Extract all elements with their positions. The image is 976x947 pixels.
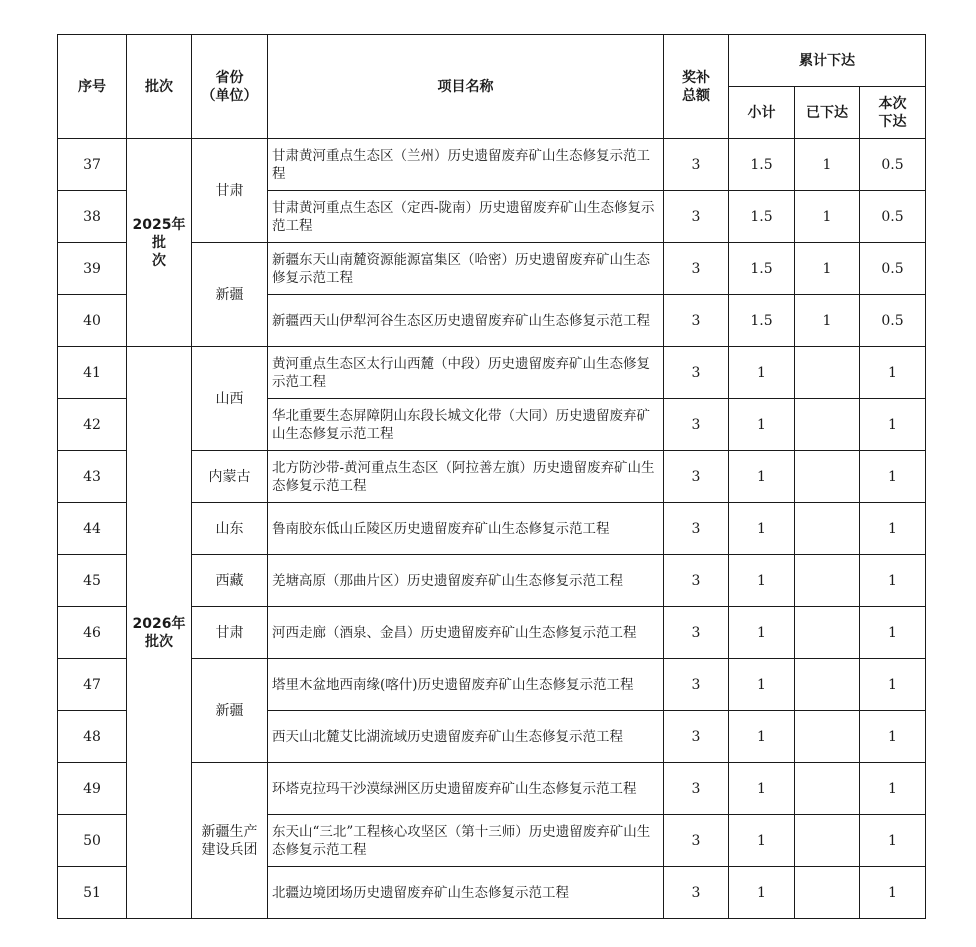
subtotal-cell: 1 (729, 555, 795, 607)
total-cell: 3 (664, 607, 729, 659)
total-cell: 3 (664, 295, 729, 347)
issued-cell (795, 607, 860, 659)
current-cell: 0.5 (860, 243, 926, 295)
funding-table (57, 34, 926, 919)
project-name-cell: 甘肃黄河重点生态区（定西-陇南）历史遗留废弃矿山生态修复示范工程 (268, 191, 664, 243)
project-name-cell: 东天山“三北”工程核心攻坚区（第十三师）历史遗留废弃矿山生态修复示范工程 (268, 815, 664, 867)
project-name-cell: 环塔克拉玛干沙漠绿洲区历史遗留废弃矿山生态修复示范工程 (268, 763, 664, 815)
seq-cell: 45 (58, 555, 127, 607)
subtotal-cell: 1 (729, 763, 795, 815)
total-cell: 3 (664, 711, 729, 763)
issued-cell: 1 (795, 295, 860, 347)
total-cell: 3 (664, 555, 729, 607)
header-total: 奖补 总额 (664, 35, 729, 139)
issued-cell (795, 347, 860, 399)
seq-cell: 51 (58, 867, 127, 919)
seq-cell: 48 (58, 711, 127, 763)
issued-cell (795, 399, 860, 451)
total-cell: 3 (664, 503, 729, 555)
issued-cell: 1 (795, 139, 860, 191)
project-name-cell: 新疆东天山南麓资源能源富集区（哈密）历史遗留废弃矿山生态修复示范工程 (268, 243, 664, 295)
batch-cell: 2025年批 次 (127, 139, 192, 347)
province-cell: 新疆 (192, 659, 268, 763)
project-name-cell: 鲁南胶东低山丘陵区历史遗留废弃矿山生态修复示范工程 (268, 503, 664, 555)
header-subtotal: 小计 (729, 87, 795, 139)
current-cell: 1 (860, 867, 926, 919)
subtotal-cell: 1 (729, 867, 795, 919)
issued-cell (795, 555, 860, 607)
header-issued: 已下达 (795, 87, 860, 139)
header-current: 本次 下达 (860, 87, 926, 139)
issued-cell: 1 (795, 243, 860, 295)
subtotal-cell: 1 (729, 815, 795, 867)
total-cell: 3 (664, 451, 729, 503)
seq-cell: 37 (58, 139, 127, 191)
issued-cell (795, 711, 860, 763)
subtotal-cell: 1 (729, 607, 795, 659)
subtotal-cell: 1.5 (729, 243, 795, 295)
province-cell: 新疆生产 建设兵团 (192, 763, 268, 919)
header-seq: 序号 (58, 35, 127, 139)
header-province: 省份 （单位） (192, 35, 268, 139)
header-batch: 批次 (127, 35, 192, 139)
current-cell: 1 (860, 815, 926, 867)
project-name-cell: 河西走廊（酒泉、金昌）历史遗留废弃矿山生态修复示范工程 (268, 607, 664, 659)
current-cell: 1 (860, 451, 926, 503)
seq-cell: 38 (58, 191, 127, 243)
issued-cell: 1 (795, 191, 860, 243)
issued-cell (795, 867, 860, 919)
subtotal-cell: 1 (729, 711, 795, 763)
batch-cell: 2026年 批次 (127, 347, 192, 919)
province-cell: 山西 (192, 347, 268, 451)
project-name-cell: 北方防沙带-黄河重点生态区（阿拉善左旗）历史遗留废弃矿山生态修复示范工程 (268, 451, 664, 503)
project-name-cell: 北疆边境团场历史遗留废弃矿山生态修复示范工程 (268, 867, 664, 919)
current-cell: 1 (860, 503, 926, 555)
issued-cell (795, 763, 860, 815)
subtotal-cell: 1 (729, 503, 795, 555)
seq-cell: 46 (58, 607, 127, 659)
subtotal-cell: 1 (729, 399, 795, 451)
province-cell: 甘肃 (192, 607, 268, 659)
header-cumulative: 累计下达 (729, 35, 926, 87)
province-cell: 内蒙古 (192, 451, 268, 503)
seq-cell: 47 (58, 659, 127, 711)
project-name-cell: 西天山北麓艾比湖流域历史遗留废弃矿山生态修复示范工程 (268, 711, 664, 763)
current-cell: 0.5 (860, 191, 926, 243)
seq-cell: 44 (58, 503, 127, 555)
total-cell: 3 (664, 191, 729, 243)
project-name-cell: 羌塘高原（那曲片区）历史遗留废弃矿山生态修复示范工程 (268, 555, 664, 607)
seq-cell: 42 (58, 399, 127, 451)
current-cell: 0.5 (860, 139, 926, 191)
issued-cell (795, 451, 860, 503)
current-cell: 1 (860, 659, 926, 711)
total-cell: 3 (664, 763, 729, 815)
total-cell: 3 (664, 139, 729, 191)
project-name-cell: 甘肃黄河重点生态区（兰州）历史遗留废弃矿山生态修复示范工程 (268, 139, 664, 191)
project-name-cell: 新疆西天山伊犁河谷生态区历史遗留废弃矿山生态修复示范工程 (268, 295, 664, 347)
subtotal-cell: 1.5 (729, 191, 795, 243)
current-cell: 1 (860, 347, 926, 399)
current-cell: 0.5 (860, 295, 926, 347)
total-cell: 3 (664, 399, 729, 451)
total-cell: 3 (664, 243, 729, 295)
province-cell: 山东 (192, 503, 268, 555)
subtotal-cell: 1 (729, 659, 795, 711)
total-cell: 3 (664, 347, 729, 399)
project-name-cell: 塔里木盆地西南缘(喀什)历史遗留废弃矿山生态修复示范工程 (268, 659, 664, 711)
current-cell: 1 (860, 555, 926, 607)
total-cell: 3 (664, 659, 729, 711)
table-row (58, 139, 926, 191)
project-name-cell: 黄河重点生态区太行山西麓（中段）历史遗留废弃矿山生态修复示范工程 (268, 347, 664, 399)
seq-cell: 43 (58, 451, 127, 503)
issued-cell (795, 815, 860, 867)
seq-cell: 50 (58, 815, 127, 867)
total-cell: 3 (664, 815, 729, 867)
table-row (58, 347, 926, 399)
issued-cell (795, 503, 860, 555)
current-cell: 1 (860, 763, 926, 815)
province-cell: 甘肃 (192, 139, 268, 243)
current-cell: 1 (860, 399, 926, 451)
project-name-cell: 华北重要生态屏障阴山东段长城文化带（大同）历史遗留废弃矿山生态修复示范工程 (268, 399, 664, 451)
current-cell: 1 (860, 607, 926, 659)
province-cell: 新疆 (192, 243, 268, 347)
seq-cell: 40 (58, 295, 127, 347)
province-cell: 西藏 (192, 555, 268, 607)
subtotal-cell: 1 (729, 347, 795, 399)
subtotal-cell: 1.5 (729, 139, 795, 191)
subtotal-cell: 1 (729, 451, 795, 503)
subtotal-cell: 1.5 (729, 295, 795, 347)
seq-cell: 39 (58, 243, 127, 295)
seq-cell: 49 (58, 763, 127, 815)
current-cell: 1 (860, 711, 926, 763)
seq-cell: 41 (58, 347, 127, 399)
total-cell: 3 (664, 867, 729, 919)
issued-cell (795, 659, 860, 711)
header-project: 项目名称 (268, 35, 664, 139)
